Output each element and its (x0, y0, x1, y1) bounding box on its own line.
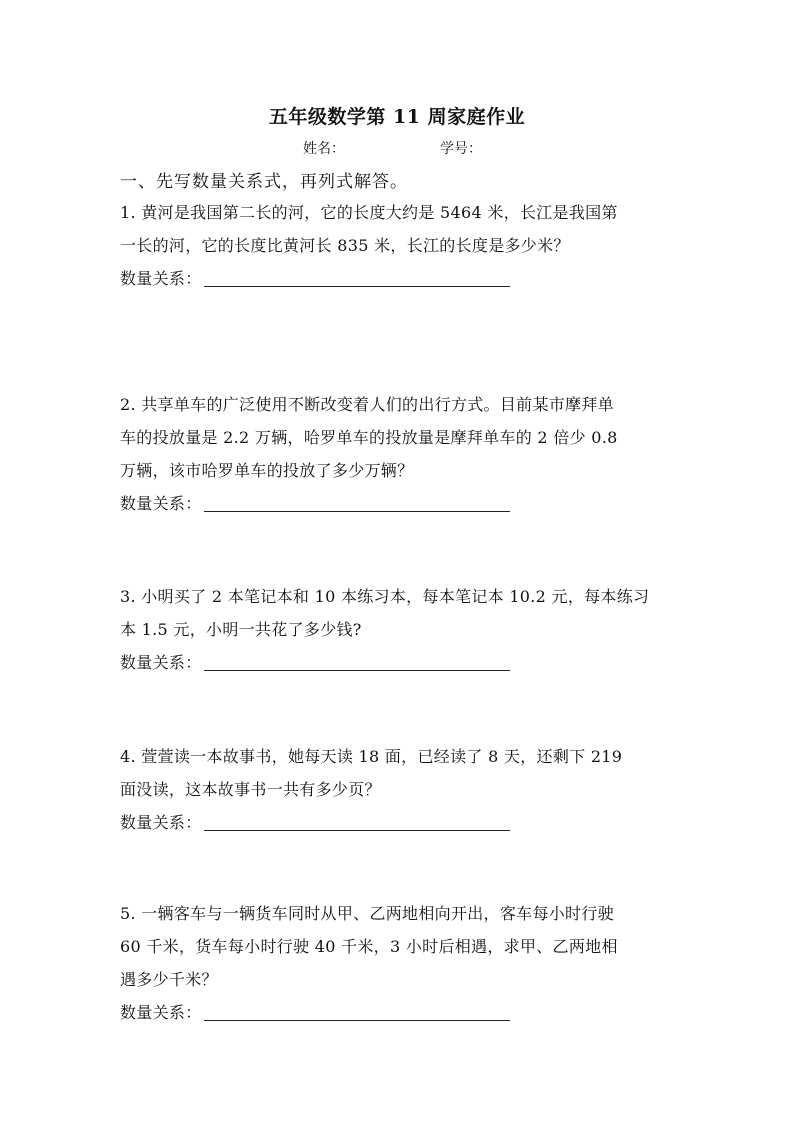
question-line: 车的投放量是 2.2 万辆，哈罗单车的投放量是摩拜单车的 2 倍少 0.8 (120, 428, 618, 447)
relation-row (120, 487, 680, 520)
question-line: 本 1.5 元，小明一共花了多少钱? (120, 620, 362, 639)
answer-line (204, 670, 510, 671)
relation-label: 数量关系： (120, 1003, 202, 1022)
question-line: 5. 一辆客车与一辆货车同时从甲、乙两地相向开出，客车每小时行驶 (120, 904, 614, 923)
question-4 (120, 740, 680, 839)
question-line: 面没读，这本故事书一共有多少页？ (120, 780, 381, 799)
question-line: 3. 小明买了 2 本笔记本和 10 本练习本，每本笔记本 10.2 元，每本练习 (120, 587, 650, 606)
question-3 (120, 580, 680, 679)
page-title: 五年级数学第 11 周家庭作业 (268, 106, 526, 128)
name-label: 姓名： (303, 141, 345, 157)
question-line: 4. 萱萱读一本故事书，她每天读 18 面，已经读了 8 天，还剩下 219 (120, 747, 623, 766)
relation-row (120, 996, 680, 1029)
question-5 (120, 897, 680, 1029)
question-line: 万辆，该市哈罗单车的投放了多少万辆？ (120, 461, 414, 480)
answer-line (204, 286, 510, 287)
question-line: 遇多少千米？ (120, 970, 218, 989)
relation-label: 数量关系： (120, 269, 202, 288)
relation-label: 数量关系： (120, 494, 202, 513)
answer-line (204, 511, 510, 512)
question-2 (120, 388, 680, 520)
question-1 (120, 196, 680, 295)
question-line: 2. 共享单车的广泛使用不断改变着人们的出行方式。目前某市摩拜单 (120, 395, 614, 414)
relation-row (120, 262, 680, 295)
answer-line (204, 830, 510, 831)
relation-row (120, 646, 680, 679)
relation-label: 数量关系： (120, 653, 202, 672)
student-id-label: 学号： (440, 141, 482, 157)
question-line: 60 千米，货车每小时行驶 40 千米，3 小时后相遇，求甲、乙两地相 (120, 937, 618, 956)
relation-label: 数量关系： (120, 813, 202, 832)
question-line: 一长的河，它的长度比黄河长 835 米，长江的长度是多少米？ (120, 236, 570, 255)
question-line: 1. 黄河是我国第二长的河，它的长度大约是 5464 米，长江是我国第 (120, 203, 618, 222)
section-title: 一、先写数量关系式，再列式解答。 (120, 172, 408, 192)
relation-row (120, 806, 680, 839)
answer-line (204, 1020, 510, 1021)
